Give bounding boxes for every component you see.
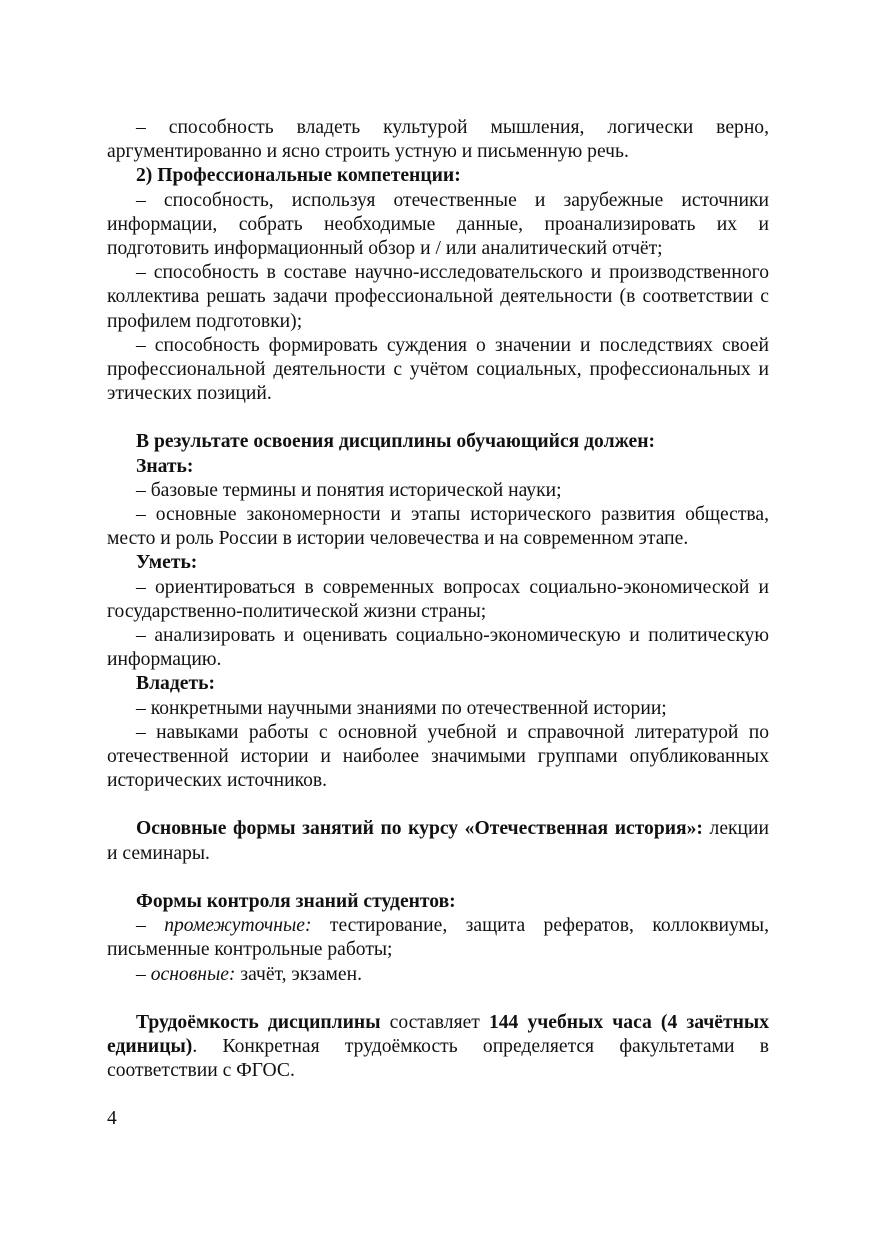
labor-mid: составляет [380, 1011, 489, 1033]
can-heading: Уметь: [136, 552, 198, 574]
know-item: – базовые термины и понятия исторической науки; [136, 479, 562, 501]
control-forms-heading: Формы контроля знаний студентов: [136, 890, 456, 912]
labor-hours: 144 учебных часа (4 зачётных единицы) [107, 1011, 769, 1057]
competence-paragraph-sources: – способность, используя отечественные и зарубежные источники информации, собрать необходимые данные, проанализировать их и подготовить информационный обзор и / или аналитический отчёт; [107, 189, 769, 260]
page-body [107, 116, 769, 1083]
own-item: – конкретными научными знаниями по отечественной истории; [136, 697, 667, 719]
control-intermediate [107, 914, 769, 962]
professional-competences-heading: 2) Профессиональные компетенции: [136, 165, 461, 187]
control-main-text: зачёт, экзамен. [235, 963, 363, 985]
spacer [107, 987, 769, 1011]
can-item: – анализировать и оценивать социально-экономическую и политическую информацию. [107, 625, 769, 671]
class-forms-label: Основные формы занятий по курсу «Отечественная история»: [136, 818, 703, 840]
competence-paragraph-culture: – способность владеть культурой мышления, логически верно, аргументированно и ясно строить устную и письменную речь. [107, 117, 769, 163]
know-item: – основные закономерности и этапы исторического развития общества, место и роль России в истории человечества и на современном этапе. [107, 504, 769, 550]
own-heading: Владеть: [136, 673, 215, 695]
labor-label: Трудоёмкость дисциплины [136, 1011, 381, 1033]
control-main [107, 963, 769, 987]
control-intermediate-label: промежуточные: [164, 915, 312, 937]
dash: – [136, 915, 165, 937]
competence-paragraph-team: – способность в составе научно-исследовательского и производственного коллектива решать задачи профессиональной деятельности (в соответствии с профилем подготовки); [107, 262, 769, 332]
competence-paragraph-judgement: – способность формировать суждения о значении и последствиях своей профессиональной деятельности с учётом социальных, профессиональных и этических позиций. [107, 334, 769, 405]
spacer [107, 406, 769, 430]
spacer [107, 793, 769, 817]
class-forms-value: лекции и семинары. [107, 818, 769, 864]
control-main-label: основные: [150, 963, 236, 985]
spacer [107, 866, 769, 890]
can-item: – ориентироваться в современных вопросах социально-экономической и государственно-политической жизни страны; [107, 576, 769, 622]
class-forms-paragraph [107, 817, 769, 865]
know-heading: Знать: [136, 455, 194, 477]
page-number: 4 [107, 1108, 117, 1129]
labor-rest: . Конкретная трудоёмкость определяется факультетами в соответствии с ФГОС. [107, 1035, 769, 1082]
own-item: – навыками работы с основной учебной и справочной литературой по отечественной истории и наиболее значимыми группами опубликованных исторических источников. [107, 721, 769, 792]
labor-intensity-paragraph [107, 1011, 769, 1084]
control-intermediate-text: тестирование, защита рефератов, коллоквиумы, письменные контрольные работы; [107, 915, 769, 961]
dash: – [136, 963, 151, 985]
learning-outcome-heading: В результате освоения дисциплины обучающийся должен: [136, 431, 656, 453]
